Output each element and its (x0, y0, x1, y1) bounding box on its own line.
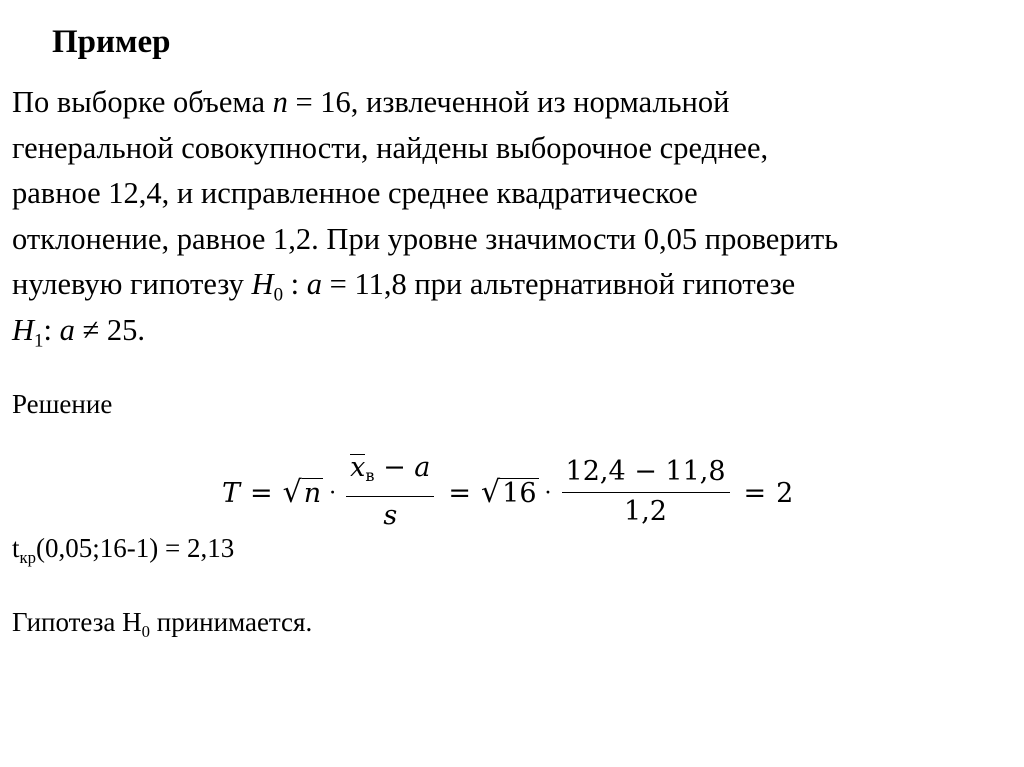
sqrt-n (282, 474, 324, 510)
text: принимается. (150, 607, 313, 637)
var-a: a (59, 312, 75, 347)
problem-statement (12, 80, 1022, 353)
numerator: 12,4 − 11,8 (565, 455, 726, 487)
text: По выборке объема (12, 85, 273, 119)
subscript: кр (19, 547, 37, 567)
equals-sign: = (448, 477, 472, 509)
var-a: a (306, 267, 323, 301)
radicand: 16 (502, 477, 537, 509)
x-bar: x (350, 451, 366, 483)
radical-icon: √ (481, 474, 501, 510)
conclusion (12, 606, 313, 641)
problem-line-1 (12, 80, 1022, 126)
var-n: n (272, 85, 288, 119)
denominator: 1,2 (624, 496, 667, 528)
fraction-symbolic (346, 451, 434, 535)
solution-label: Решение (12, 389, 113, 419)
equals-sign: = (743, 477, 767, 509)
subscript: 0 (273, 284, 284, 306)
result-value: 2 (776, 477, 794, 509)
denominator: s (383, 500, 398, 532)
fraction-numeric (562, 455, 730, 532)
text: (0,05;16-1) = 2,13 (36, 533, 235, 563)
text: Гипотеза H (12, 607, 142, 637)
t-statistic-formula (222, 448, 793, 538)
sqrt-16 (481, 474, 538, 510)
text: : (283, 267, 307, 301)
var-H: H (251, 267, 274, 301)
var-H: H (12, 312, 35, 347)
text: = 11,8 при альтернативной гипотезе (322, 267, 796, 301)
multiply-dot: · (329, 480, 337, 506)
t-critical-line (12, 532, 235, 567)
problem-line-5 (12, 262, 1022, 308)
slide-title: Пример (52, 24, 171, 60)
text: t (12, 533, 20, 563)
numerator (346, 451, 434, 496)
equals-sign: = (250, 477, 273, 509)
radical-icon: √ (282, 474, 302, 510)
subscript: 1 (34, 330, 44, 352)
subscript: 0 (141, 621, 151, 641)
problem-line-4: отклонение, равное 1,2. При уровне значимости 0,05 проверить (12, 221, 839, 256)
text: ≠ 25. (74, 312, 145, 347)
text: = 16, извлеченной из нормальной (287, 85, 730, 119)
problem-line-3: равное 12,4, и исправленное среднее квадратическое (12, 176, 698, 210)
multiply-dot: · (544, 480, 552, 506)
text: : (43, 312, 60, 347)
problem-line-6 (12, 308, 1022, 354)
problem-line-2: генеральной совокупности, найдены выборочное среднее, (12, 130, 769, 165)
radicand: n (303, 477, 322, 509)
text: нулевую гипотезу (12, 267, 252, 301)
var-T: T (222, 477, 241, 509)
subscript: в (365, 465, 375, 485)
minus-a: − a (374, 451, 431, 483)
